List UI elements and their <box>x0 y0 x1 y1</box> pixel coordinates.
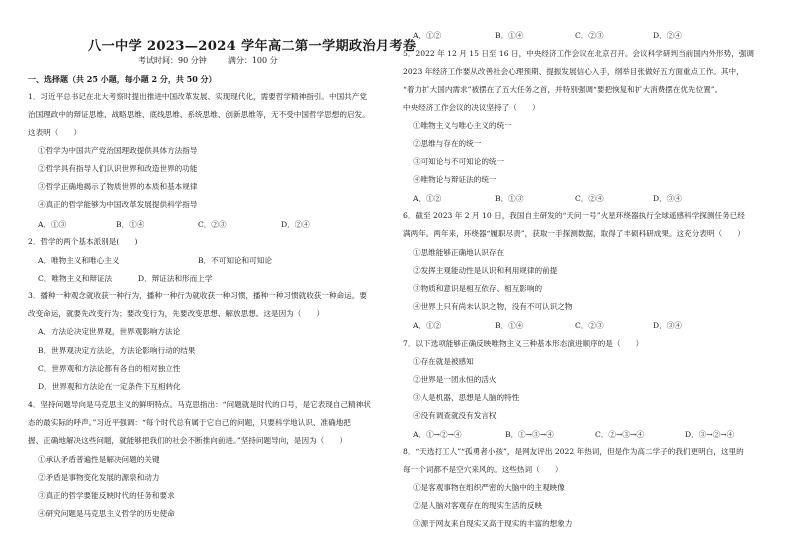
choice-b: B．①③ <box>495 194 524 203</box>
section-heading: 一、选择题（共 25 小题，每小题 2 分，共 50 分） <box>28 74 217 84</box>
choice-d: D．②④ <box>281 220 310 229</box>
choice-b: B．世界观决定方法论，方法论影响行动的结果 <box>38 346 196 355</box>
statement-item: ④真正的哲学能够为中国改革发展提供科学指导 <box>38 200 198 209</box>
statement-item: ②发挥主观能动性是认识和利用规律的前提 <box>413 266 558 275</box>
statement-item: ②是人脑对客观存在的现实生活的反映 <box>413 501 543 510</box>
statement-item: ①是客观事物在组织严密的大脑中的主观映像 <box>413 483 565 492</box>
statement-item: ③物质和意识是相互依存、相互影响的 <box>413 284 543 293</box>
statement-item: ④研究问题是马克思主义哲学的历史使命 <box>38 509 175 518</box>
choice-b: B．不可知论和可知论 <box>198 256 272 265</box>
choice-b: B．①④ <box>116 220 145 229</box>
choice-d: D．③→②→④ <box>685 430 735 439</box>
choice-c: C．②③ <box>575 31 604 40</box>
question-stem-line: 治国理政中的辩证思维、战略思维、底线思维、系统思维、创新思维等，无不受中国哲学思想的启发。 <box>28 110 370 119</box>
choice-a: A．唯物主义和唯心主义 <box>38 256 120 265</box>
exam-score: 满分：100 分 <box>227 56 278 65</box>
question-stem-line: 态的最实际的呼声。”习近平强调：“每个时代总有属于它自己的问题，只要科学地认识、准确地把 <box>28 418 351 427</box>
question-stem-line: 中央经济工作会议的决议坚持了（ ） <box>403 103 540 112</box>
choice-a: A．①③ <box>38 220 67 229</box>
statement-item: ③可知论与不可知论的统一 <box>413 157 505 166</box>
question-stem-line: 这表明（ ） <box>28 128 82 137</box>
statement-item: ③真正的哲学要能反映时代的任务和要求 <box>38 491 175 500</box>
choice-d: D．世界观和方法论在一定条件下互相转化 <box>38 382 181 391</box>
choice-a: A．①② <box>413 31 442 40</box>
question-stem-line: 握、正确地解决这些问题，就能够把我们的社会不断推向前进。”坚持问题导向，是因为（ ） <box>28 436 348 445</box>
answer-choices <box>28 255 390 267</box>
page-title: 八一中学 2023—2024 学年高二第一学期政治月考卷 <box>88 39 417 54</box>
answer-choices <box>403 30 775 42</box>
statement-item: ①存在就是被感知 <box>413 357 474 366</box>
statement-item: ②世界是一团永恒的活火 <box>413 375 497 384</box>
choice-a: A．方法论决定世界观，世界观影响方法论 <box>38 327 181 336</box>
answer-choices <box>403 429 775 441</box>
choice-b: B．①④ <box>495 321 524 330</box>
choice-c: C．②③ <box>198 220 227 229</box>
choice-c: C．世界观和方法论都有各自的相对独立性 <box>38 364 181 373</box>
choice-b: B．①→③→④ <box>505 430 554 439</box>
choice-b: B．①④ <box>495 31 524 40</box>
statement-item: ④唯物论与辩证法的统一 <box>413 175 497 184</box>
choice-c: C．②→③→④ <box>595 430 644 439</box>
statement-item: ②思维与存在的统一 <box>413 139 482 148</box>
question-stem-line: 7．以下选项能够正确反映唯物主义三种基本形态演进顺序的是（ ） <box>403 339 644 348</box>
question-stem-line: 每一个词都不是空穴来风的。这些热词（ ） <box>403 465 563 474</box>
choice-a: A．①→②→④ <box>413 430 462 439</box>
choice-c: C．②④ <box>575 194 604 203</box>
statement-item: ③哲学正确地揭示了物质世界的本质和基本规律 <box>38 182 198 191</box>
answer-choices <box>403 193 775 205</box>
statement-item: ④世界上只有尚未认识之物，没有不可认识之物 <box>413 302 573 311</box>
exam-meta <box>138 55 278 66</box>
answer-choices <box>403 320 775 332</box>
statement-item: ②哲学具有指导人们认识世界和改造世界的功能 <box>38 164 198 173</box>
question-stem-line: 2023 年经济工作要从改善社会心理预期、提振发展信心入手，纲举目张做好五方面重点工作。其中， <box>403 67 744 76</box>
question-stem-line: 5．2022 年 12 月 15 日至 16 日，中央经济工作会议在北京召开。会议科学研判当前国内外形势，强调 <box>403 49 755 58</box>
statement-item: ①思维能够正确地认识存在 <box>413 248 505 257</box>
question-stem-line: 改变命运，就要先改变行为；要改变行为，先要改变思想、解放思想。这是因为（ ） <box>28 309 325 318</box>
choice-c: C．唯物主义和辩证法 <box>38 274 113 283</box>
answer-choices <box>28 219 390 231</box>
question-stem-line: 满两年。两年来，环绕器“履职尽责”，获取一手探测数据，取得了丰硕科研成果。这充分表明（ ） <box>403 229 745 238</box>
question-stem-line: 2．哲学的两个基本派别是( ) <box>28 237 138 246</box>
choice-a: A．①② <box>413 194 442 203</box>
question-stem-line: 1．习近平总书记在北大考察时提出推进中国改革发展、实现现代化，需要哲学精神指引。中国共产党 <box>28 92 367 101</box>
exam-time: 考试时间：90 分钟 <box>138 56 207 65</box>
statement-item: ①承认矛盾普遍性是解决问题的关键 <box>38 455 160 464</box>
statement-item: ③人是机器，思想是人脑的特性 <box>413 393 520 402</box>
choice-a: A．①② <box>413 321 442 330</box>
statement-item: ④没有调查就没有发言权 <box>413 411 497 420</box>
choice-c: C．②③ <box>575 321 604 330</box>
statement-item: ①哲学为中国共产党治国理政提供具体方法指导 <box>38 146 198 155</box>
question-stem-line: 8．“天选打工人”“孤勇者小孩”，是网友评出 2022 年热词，但是作为高二学子的我们更明白，这里的 <box>403 447 744 456</box>
choice-d: D．辩证法和形而上学 <box>138 274 213 283</box>
statement-item: ②矛盾是事物变化发展的源泉和动力 <box>38 473 160 482</box>
statement-item: ①唯物主义与唯心主义的统一 <box>413 121 512 130</box>
question-stem-line: 6．截至 2023 年 2 月 10 日，我国自主研发的“天问一号”火星环绕器执行全球遥感科学探测任务已经 <box>403 211 745 220</box>
question-stem-line: “着力扩大国内需求”被摆在了五大任务之首，并特别强调“要把恢复和扩大消费摆在优先位置”。 <box>403 85 723 94</box>
answer-choices <box>28 273 390 285</box>
choice-d: D．③④ <box>653 321 682 330</box>
choice-d: D．③④ <box>653 194 682 203</box>
question-stem-line: 3．播种一种观念就收获一种行为，播种一种行为就收获一种习惯，播种一种习惯就收获一种命运。要 <box>28 291 367 300</box>
question-stem-line: 4．坚持问题导向是马克思主义的鲜明特点。马克思指出：“问题就是时代的口号，是它表现自己精神状 <box>28 400 371 409</box>
statement-item: ③源于网友来自现实又高于现实的丰富的想象力 <box>413 519 573 528</box>
choice-d: D．②④ <box>653 31 682 40</box>
